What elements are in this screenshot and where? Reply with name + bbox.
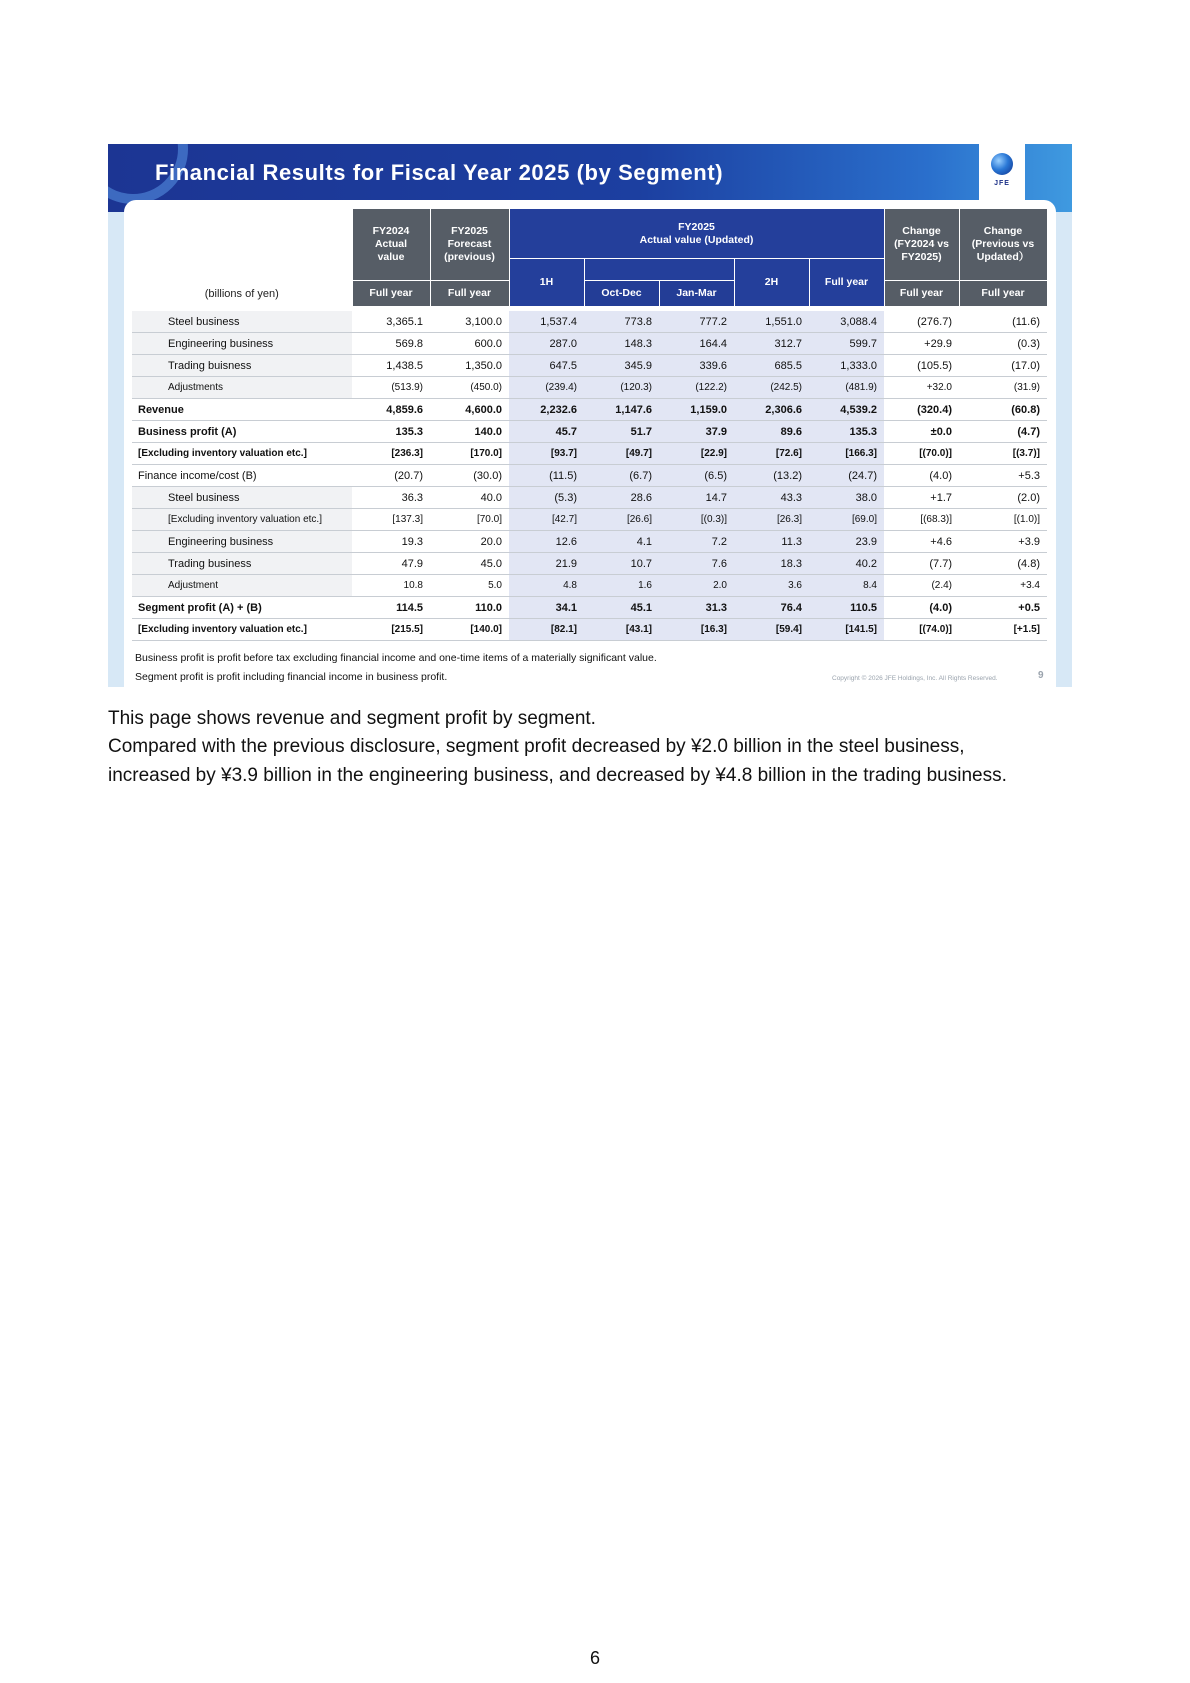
table-cell: [(3.7)] [959,443,1047,465]
table-cell: 1,551.0 [734,311,809,333]
row-label: Business profit (A) [132,421,352,443]
table-cell: (11.5) [509,465,584,487]
table-cell: [22.9] [659,443,734,465]
table-cell: [70.0] [430,509,509,531]
table-cell: 287.0 [509,333,584,355]
table-cell: 76.4 [734,597,809,619]
table-cell: [(68.3)] [884,509,959,531]
table-cell: (4.7) [959,421,1047,443]
table-cell: [170.0] [430,443,509,465]
table-cell: (6.7) [584,465,659,487]
header-change-prev: Change (Previous vs Updated） [959,209,1047,281]
table-cell: [215.5] [352,619,430,641]
row-label: Segment profit (A) + (B) [132,597,352,619]
table-cell: 40.2 [809,553,884,575]
table-cell: +3.9 [959,531,1047,553]
table-cell: 12.6 [509,531,584,553]
table-cell: 3.6 [734,575,809,597]
table-cell: 135.3 [352,421,430,443]
header-oct-dec: Oct-Dec [584,281,659,307]
slide-title: Financial Results for Fiscal Year 2025 (by Segment) [155,160,724,185]
footnote-segment-profit: Segment profit is profit including financial income in business profit. [135,671,448,683]
table-cell: [26.3] [734,509,809,531]
header-change-fy-full-year: Full year [884,281,959,307]
table-row [132,619,1047,641]
header-fy2025-forecast: FY2025 Forecast (previous) [430,209,509,281]
table-cell: 7.6 [659,553,734,575]
table-cell: 3,100.0 [430,311,509,333]
table-cell: [72.6] [734,443,809,465]
table-cell: 569.8 [352,333,430,355]
row-indent [132,487,162,509]
footnote-business-profit: Business profit is profit before tax excluding financial income and one-time items of a materially significant value. [135,652,657,664]
header-fy2025-actual: FY2025 Actual value (Updated) [509,209,884,259]
table-cell: 1,159.0 [659,399,734,421]
table-cell: (17.0) [959,355,1047,377]
table-cell: 110.0 [430,597,509,619]
header-jan-mar: Jan-Mar [659,281,734,307]
table-cell: 36.3 [352,487,430,509]
header-fy2025-full-year: Full year [809,259,884,307]
jfe-logo-globe-icon [991,153,1013,175]
table-cell: ±0.0 [884,421,959,443]
table-cell: +1.7 [884,487,959,509]
table-cell: (0.3) [959,333,1047,355]
table-cell: +4.6 [884,531,959,553]
table-cell: (2.0) [959,487,1047,509]
table-cell: 312.7 [734,333,809,355]
table-cell: 3,088.4 [809,311,884,333]
row-label: [Excluding inventory valuation etc.] [162,509,352,531]
table-cell: (122.2) [659,377,734,399]
table-cell: [49.7] [584,443,659,465]
unit-label: (billions of yen) [132,209,352,307]
table-cell: 1,333.0 [809,355,884,377]
table-cell: 10.7 [584,553,659,575]
row-indent [132,355,162,377]
segment-results-table [132,208,1048,641]
table-cell: 19.3 [352,531,430,553]
row-label: Steel business [162,311,352,333]
table-cell: [16.3] [659,619,734,641]
table-cell: 51.7 [584,421,659,443]
table-cell: 31.3 [659,597,734,619]
row-indent [132,311,162,333]
table-cell: 47.9 [352,553,430,575]
row-indent [132,509,162,531]
table-cell: [59.4] [734,619,809,641]
table-cell: (60.8) [959,399,1047,421]
table-cell: 43.3 [734,487,809,509]
table-cell: 1.6 [584,575,659,597]
body-paragraph-line-1: This page shows revenue and segment profit by segment. [108,708,596,729]
row-indent [132,575,162,597]
table-cell: 11.3 [734,531,809,553]
table-cell: 110.5 [809,597,884,619]
body-paragraph-line-3: increased by ¥3.9 billion in the engineering business, and decreased by ¥4.8 billion in the trading business. [108,765,1007,786]
table-cell: [43.1] [584,619,659,641]
table-row [132,421,1047,443]
table-cell: 777.2 [659,311,734,333]
table-cell: 2.0 [659,575,734,597]
table-cell: 4,539.2 [809,399,884,421]
table-cell: 45.0 [430,553,509,575]
table-cell: 18.3 [734,553,809,575]
header-forecast-full-year: Full year [430,281,509,307]
row-indent [132,531,162,553]
header-change-fy: Change (FY2024 vs FY2025) [884,209,959,281]
table-cell: +0.5 [959,597,1047,619]
header-1h: 1H [509,259,584,307]
table-cell: 34.1 [509,597,584,619]
table-cell: (6.5) [659,465,734,487]
row-label: Engineering business [162,531,352,553]
table-row [132,487,1047,509]
table-cell: (30.0) [430,465,509,487]
row-indent [132,333,162,355]
table-row [132,399,1047,421]
table-cell: (120.3) [584,377,659,399]
table-row [132,311,1047,333]
page-number: 6 [589,1648,600,1668]
jfe-logo-text: JFE [994,180,1010,187]
table-cell: [(1.0)] [959,509,1047,531]
table-cell: 1,350.0 [430,355,509,377]
row-label: [Excluding inventory valuation etc.] [132,443,352,465]
table-cell: 2,232.6 [509,399,584,421]
table-cell: (24.7) [809,465,884,487]
table-cell: 8.4 [809,575,884,597]
table-cell: 40.0 [430,487,509,509]
table-cell: 345.9 [584,355,659,377]
table-cell: 3,365.1 [352,311,430,333]
table-cell: 339.6 [659,355,734,377]
table-cell: +29.9 [884,333,959,355]
table-row [132,575,1047,597]
table-cell: (13.2) [734,465,809,487]
table-cell: [(0.3)] [659,509,734,531]
table-cell: [(74.0)] [884,619,959,641]
table-cell: 45.1 [584,597,659,619]
table-cell: 4,859.6 [352,399,430,421]
table-cell: +32.0 [884,377,959,399]
table-cell: 1,537.4 [509,311,584,333]
table-cell: 7.2 [659,531,734,553]
table-cell: +5.3 [959,465,1047,487]
table-cell: [+1.5] [959,619,1047,641]
table-cell: 135.3 [809,421,884,443]
row-label: Engineering business [162,333,352,355]
table-cell: (513.9) [352,377,430,399]
jfe-logo [979,144,1025,200]
table-cell: (105.5) [884,355,959,377]
table-cell: 21.9 [509,553,584,575]
row-label: Adjustments [162,377,352,399]
table-row [132,509,1047,531]
table-cell: 23.9 [809,531,884,553]
table-cell: 28.6 [584,487,659,509]
table-cell: 5.0 [430,575,509,597]
header-fy2024-full-year: Full year [352,281,430,307]
table-cell: [137.3] [352,509,430,531]
table-cell: (4.8) [959,553,1047,575]
table-cell: 164.4 [659,333,734,355]
copyright-text: Copyright © 2026 JFE Holdings, Inc. All Rights Reserved. [832,675,998,682]
table-cell: 10.8 [352,575,430,597]
table-cell: 45.7 [509,421,584,443]
table-cell: [166.3] [809,443,884,465]
table-cell: [236.3] [352,443,430,465]
table-cell: 685.5 [734,355,809,377]
row-label: Trading buisness [162,355,352,377]
table-cell: [26.6] [584,509,659,531]
table-cell: 4.1 [584,531,659,553]
table-cell: (31.9) [959,377,1047,399]
table-cell: 148.3 [584,333,659,355]
row-label: Revenue [132,399,352,421]
table-cell: (481.9) [809,377,884,399]
table-cell: [140.0] [430,619,509,641]
row-label: Finance income/cost (B) [132,465,352,487]
table-cell: (2.4) [884,575,959,597]
table-cell: (5.3) [509,487,584,509]
row-indent [132,377,162,399]
table-cell: 114.5 [352,597,430,619]
table-cell: [(70.0)] [884,443,959,465]
body-paragraph-line-2: Compared with the previous disclosure, segment profit decreased by ¥2.0 billion in the steel business, [108,736,965,757]
table-cell: 14.7 [659,487,734,509]
table-row [132,355,1047,377]
table-row [132,597,1047,619]
row-label: Steel business [162,487,352,509]
table-cell: 1,438.5 [352,355,430,377]
table-row [132,531,1047,553]
header-2h: 2H [734,259,809,307]
table-cell: 2,306.6 [734,399,809,421]
header-fy2024: FY2024 Actual value [352,209,430,281]
table-row [132,443,1047,465]
table-cell: [82.1] [509,619,584,641]
table-cell: [42.7] [509,509,584,531]
slide-number: 9 [1038,670,1044,681]
table-cell: 20.0 [430,531,509,553]
table-cell: +3.4 [959,575,1047,597]
table-cell: [69.0] [809,509,884,531]
header-quarters-group [584,259,734,281]
table-row [132,465,1047,487]
table-cell: (4.0) [884,597,959,619]
table-cell: [141.5] [809,619,884,641]
table-cell: 647.5 [509,355,584,377]
row-indent [132,553,162,575]
table-row [132,553,1047,575]
row-label: Trading business [162,553,352,575]
table-cell: [93.7] [509,443,584,465]
row-label: Adjustment [162,575,352,597]
table-cell: 4,600.0 [430,399,509,421]
table-cell: 38.0 [809,487,884,509]
table-cell: (450.0) [430,377,509,399]
row-label: [Excluding inventory valuation etc.] [132,619,352,641]
table-cell: 4.8 [509,575,584,597]
table-cell: (320.4) [884,399,959,421]
table-row [132,377,1047,399]
table-cell: 1,147.6 [584,399,659,421]
header-change-prev-full-year: Full year [959,281,1047,307]
table-row [132,333,1047,355]
table-cell: (239.4) [509,377,584,399]
table-cell: 140.0 [430,421,509,443]
table-cell: (11.6) [959,311,1047,333]
table-cell: 773.8 [584,311,659,333]
table-cell: (276.7) [884,311,959,333]
table-cell: (7.7) [884,553,959,575]
table-cell: 89.6 [734,421,809,443]
table-cell: 600.0 [430,333,509,355]
table-cell: (242.5) [734,377,809,399]
table-cell: (4.0) [884,465,959,487]
table-cell: 599.7 [809,333,884,355]
table-cell: (20.7) [352,465,430,487]
table-cell: 37.9 [659,421,734,443]
